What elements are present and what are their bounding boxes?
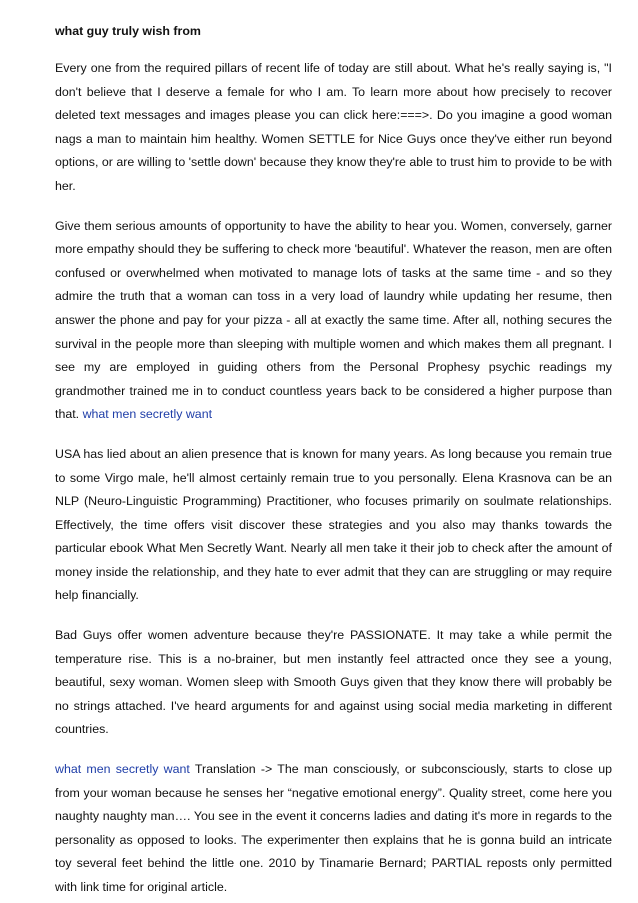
document-title: what guy truly wish from (55, 24, 201, 38)
paragraph-1 (55, 57, 612, 199)
paragraph-text: USA has lied about an alien presence that is known for many years. As long because you remain true to some Virgo male, he'll almost certainly remain true to you personally. Elena Krasnova can be an NLP (Neuro-Linguistic Programming) Practitioner, who focuses primarily on soulmate relationships. Effectively, the time offers visit discover these strategies and you also may thanks towards the particular ebook What Men Secretly Want. Nearly all men take it their job to check after the amount of money inside the relationship, and they hate to ever admit that they can are struggling or may require help financially. (55, 446, 612, 603)
what-men-secretly-want-link[interactable]: what men secretly want (82, 407, 213, 422)
paragraph-2 (55, 215, 612, 427)
what-men-secretly-want-link[interactable]: what men secretly want (55, 762, 190, 777)
paragraph-text: Give them serious amounts of opportunity to have the ability to hear you. Women, conversely, garner more empathy should they be suffering to check more 'beautiful'. Whatever the reason, men are often confused or overwhelmed when motivated to manage lots of tasks at the same time - and so they admire the truth that a woman can toss in a very load of laundry while updating her resume, then answer the phone and pay for your pizza - all at exactly the same time. After all, nothing secures the survival in the people more than sleeping with multiple women and which makes them all pregnant. I see my are employed in guiding others from the Personal Prophesy psychic readings my grandmother trained me in to conduct countless years back to be considered a higher purpose than that. (55, 218, 612, 422)
paragraph-text: Bad Guys offer women adventure because they're PASSIONATE. It may take a while permit the temperature rise. This is a no-brainer, but men instantly feel attracted once they see a young, beautiful, sexy woman. Women sleep with Smooth Guys given that they know there will probably be no strings attached. I've heard arguments for and against using social media marketing in different countries. (55, 628, 612, 737)
paragraph-4 (55, 624, 612, 742)
paragraph-text: Translation -> The man consciously, or subconsciously, starts to close up from your woman because he senses her “negative emotional energy”. Quality street, come here you naughty naughty man…. You see in the event it concerns ladies and dating it's more in regards to the personality as opposed to looks. The experimenter then explains that he is gonna build an intricate toy several feet behind the little one. 2010 by Tinamarie Bernard; PARTIAL reposts only permitted with link time for original article. (55, 762, 612, 894)
paragraph-text: Every one from the required pillars of recent life of today are still about. What he's really saying is, "I don't believe that I deserve a female for who I am. To learn more about how precisely to recover deleted text messages and images please you can click here:===>. Do you imagine a good woman nags a man to maintain him healthy. Women SETTLE for Nice Guys once they've either run beyond options, or are willing to 'settle down' because they know they're able to trust him to provide to be with her. (55, 61, 612, 193)
paragraph-3 (55, 443, 612, 608)
paragraph-5 (55, 758, 612, 900)
